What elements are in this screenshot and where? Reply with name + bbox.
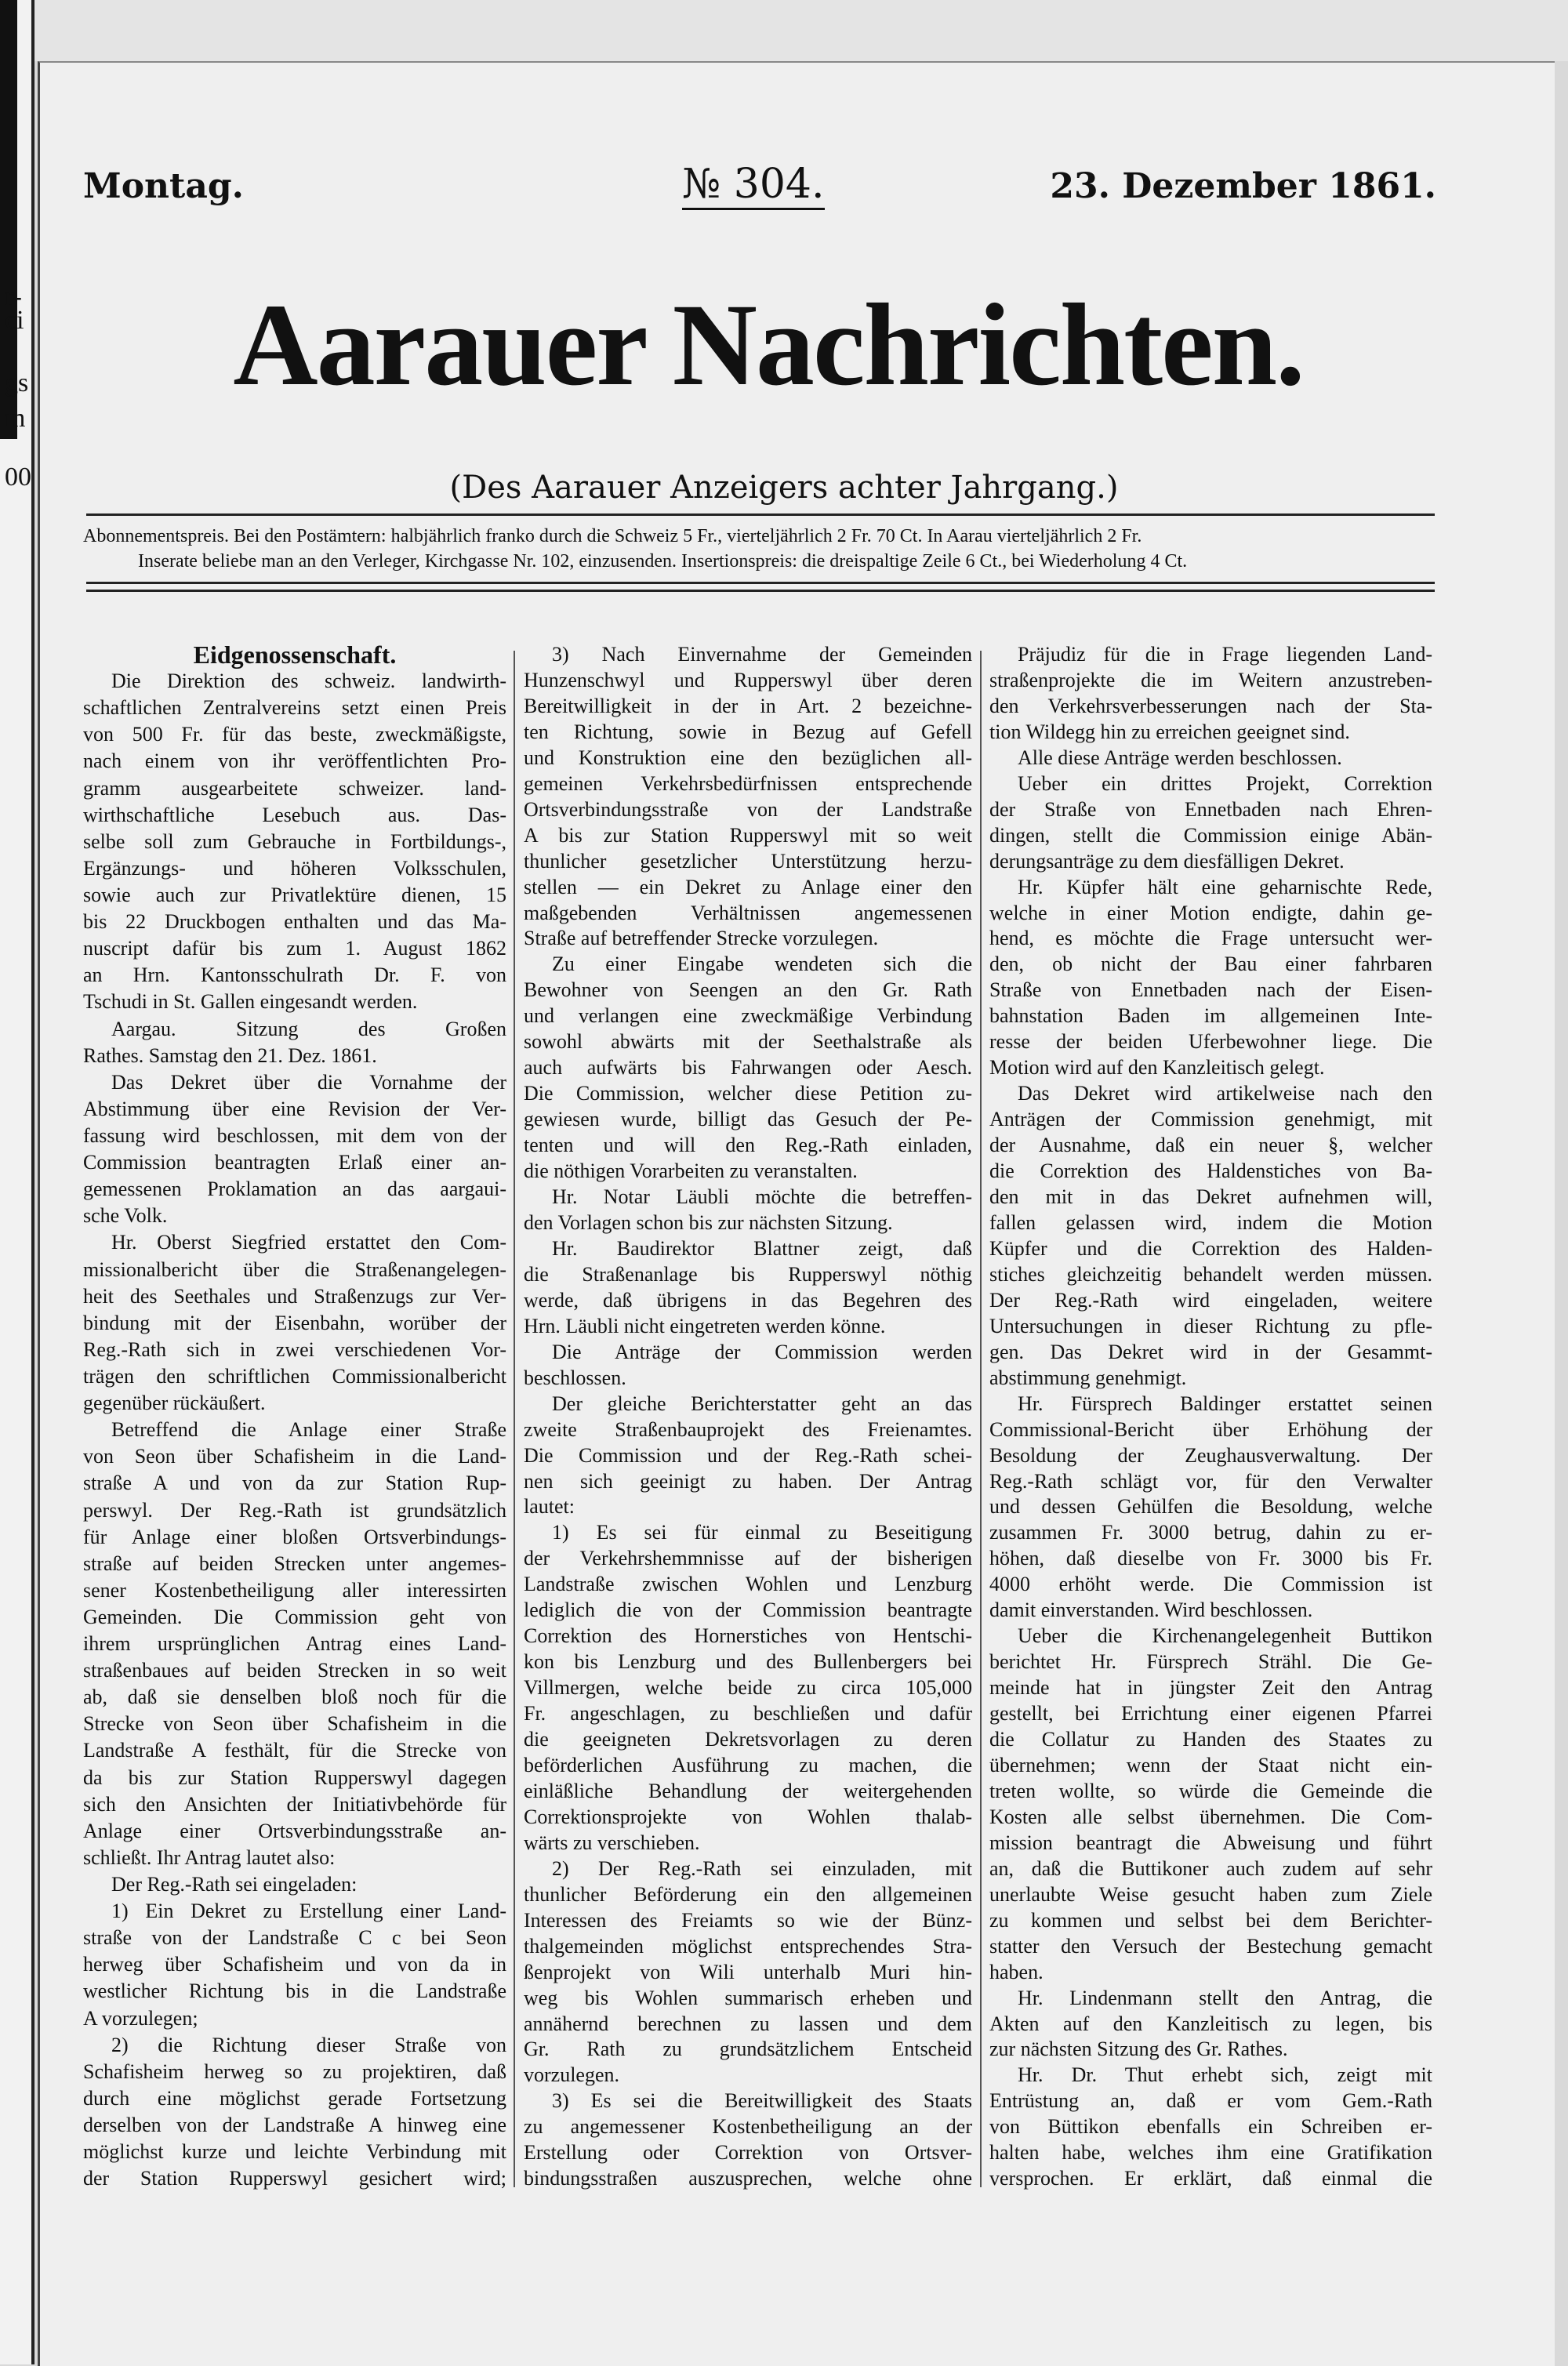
text-line: gewiesen wurde, billigt das Gesuch der Pe-	[524, 1108, 972, 1131]
text-line: den mit in das Dekret aufnehmen will,	[989, 1185, 1432, 1209]
text-line: treten wollte, so würde die Gemeinde die	[989, 1779, 1432, 1802]
text-line: Bewohner von Seengen an den Gr. Rath	[524, 978, 972, 1002]
text-line: gemessenen Proklamation an das aargaui-	[83, 1178, 506, 1201]
text-line: ten Richtung, sowie in Bezug auf Gefell	[524, 720, 972, 743]
text-line: zu angemessener Kostenbetheiligung an der	[524, 2115, 972, 2139]
text-line: 2) Der Reg.-Rath sei einzuladen, mit	[552, 1856, 972, 1880]
text-line: berichtet Hr. Fürsprech Strähl. Die Ge-	[989, 1650, 1432, 1674]
text-line: zusammen Fr. 3000 betrug, dahin zu er-	[989, 1521, 1432, 1544]
text-line: 1) Ein Dekret zu Erstellung einer Land-	[111, 1900, 506, 1923]
text-line: A vorzulegen;	[83, 2006, 198, 2030]
text-line: Hrn. Läubli nicht eingetreten werden könne.	[524, 1314, 886, 1337]
column-divider	[514, 651, 515, 2187]
text-line: Straße auf betreffender Strecke vorzulegen.	[524, 927, 879, 950]
text-line: Hr. Notar Läubli möchte die betreffen-	[552, 1185, 972, 1209]
text-line: Hr. Baudirektor Blattner zeigt, daß	[552, 1236, 972, 1260]
text-line: trägen den schriftlichen Commissionalbericht	[83, 1364, 506, 1388]
text-line: straßenprojekte die im Weitern anzustreben-	[989, 668, 1432, 691]
text-line: westlicher Richtung bis in die Landstraße	[83, 1980, 506, 2003]
text-line: Correktion des Hornerstiches von Hentschi-	[524, 1624, 972, 1648]
text-line: Präjudiz für die in Frage liegenden Land-	[1018, 643, 1432, 666]
text-line: der Station Rupperswyl gesichert wird;	[83, 2167, 506, 2190]
text-line: Ergänzungs- und höheren Volksschulen,	[83, 856, 506, 880]
text-line: übernehmen; wenn der Staat nicht ein-	[989, 1753, 1432, 1776]
text-line: die geeigneten Dekretsvorlagen zu deren	[524, 1728, 972, 1751]
text-line: maßgebenden Verhältnissen angemessenen	[524, 901, 972, 924]
text-line: Der gleiche Berichterstatter geht an das	[552, 1392, 972, 1415]
text-line: thalgemeinden möglichst entsprechendes Stra-	[524, 1934, 972, 1958]
text-line: Ueber die Kirchenangelegenheit Buttikon	[1018, 1624, 1432, 1648]
text-line: welche in einer Motion endigte, dahin ge-	[989, 901, 1432, 924]
text-line: Zu einer Eingabe wendeten sich die	[552, 953, 972, 976]
text-line: zur nächsten Sitzung des Gr. Rathes.	[989, 2038, 1288, 2061]
text-line: ßenprojekt von Wili unterhalb Muri hin-	[524, 1960, 972, 1983]
text-line: einläßliche Behandlung der weitergehenden	[524, 1779, 972, 1802]
text-line: thunlicher gesetzlicher Unterstützung herzu-	[524, 849, 972, 873]
text-line: Hr. Oberst Siegfried erstattet den Com-	[111, 1231, 506, 1254]
text-line: mission beantragt die Abweisung und führt	[989, 1831, 1432, 1854]
text-line: beschlossen.	[524, 1366, 626, 1389]
text-line: Hr. Küpfer hält eine geharnischte Rede,	[1018, 875, 1432, 898]
subscription-info	[83, 524, 1436, 574]
text-line: haben.	[989, 1960, 1044, 1983]
text-line: ab, daß sie denselben bloß noch für die	[83, 1686, 506, 1709]
text-line: statter den Versuch der Bestechung gemacht	[989, 1934, 1432, 1958]
text-line: Entrüstung an, daß er vom Gem.-Rath	[989, 2089, 1432, 2113]
text-line: Küpfer und die Correktion des Halden-	[989, 1236, 1432, 1260]
text-line: Untersuchungen in dieser Richtung zu pfle-	[989, 1314, 1432, 1337]
text-line: missionalbericht über die Straßenangelegen-	[83, 1257, 506, 1281]
text-line: Strecke von Seon über Schafisheim in die	[83, 1712, 506, 1736]
text-line: stellen — ein Dekret zu Anlage einer den	[524, 875, 972, 898]
margin-fragment: 00	[5, 463, 31, 492]
text-line: lautet:	[524, 1495, 575, 1519]
text-line: Gemeinden. Die Commission geht von	[83, 1605, 506, 1628]
text-line: sowohl abwärts mit der Seethalstraße als	[524, 1030, 972, 1054]
text-line: gegenüber rückäußert.	[83, 1392, 266, 1415]
text-line: kon bis Lenzburg und des Bullenbergers bei	[524, 1650, 972, 1674]
subscription-price: Abonnementspreis. Bei den Postämtern: halbjährlich franko durch die Schweiz 5 Fr., vierteljährlich 2 Fr. 70 Ct. In Aarau vierteljährlich 2 Fr.	[83, 526, 1142, 546]
text-line: Commissional-Bericht über Erhöhung der	[989, 1417, 1432, 1441]
masthead-title: Aarauer Nachrichten.	[233, 280, 1304, 410]
text-line: vorzulegen.	[524, 2063, 620, 2087]
text-line: Commission beantragten Erlaß einer an-	[83, 1151, 506, 1174]
text-line: hend, es möchte die Frage untersucht wer-	[989, 927, 1432, 950]
text-line: Hr. Lindenmann stellt den Antrag, die	[1018, 1986, 1432, 2009]
text-line: 3) Nach Einvernahme der Gemeinden	[552, 643, 972, 666]
text-line: Abstimmung über eine Revision der Ver-	[83, 1097, 506, 1120]
text-line: Ortsverbindungsstraße von der Landstraße	[524, 797, 972, 821]
text-line: selbe soll zum Gebrauche in Fortbildungs-,	[83, 829, 506, 853]
text-line: dingen, stellt die Commission einige Abän-	[989, 823, 1432, 847]
text-line: Die Commission und der Reg.-Rath schei-	[524, 1443, 972, 1467]
text-line: Reg.-Rath sich in zwei verschiedenen Vor-	[83, 1337, 506, 1361]
text-line: den Vorlagen schon bis zur nächsten Sitzung.	[524, 1210, 893, 1234]
text-line: Anträgen der Commission genehmigt, mit	[989, 1108, 1432, 1131]
text-line: Besoldung der Zeughausverwaltung. Der	[989, 1443, 1432, 1467]
text-line: gen. Das Dekret wird in der Gesammt-	[989, 1340, 1432, 1363]
text-line: wirthschaftliche Lesebuch aus. Das-	[83, 803, 506, 826]
text-line: von Büttikon ebenfalls ein Schreiben er-	[989, 2115, 1432, 2139]
text-line: straße auf beiden Strecken unter angemes-	[83, 1551, 506, 1575]
text-line: sich den Ansichten der Initiativbehörde für	[83, 1792, 506, 1816]
text-line: Betreffend die Anlage einer Straße	[111, 1418, 506, 1442]
issue-date: 23. Dezember 1861.	[1050, 166, 1436, 206]
article-column-1	[83, 640, 506, 2191]
column-divider	[980, 651, 982, 2187]
text-line: auch aufwärts bis Fahrwangen oder Aesch.	[524, 1056, 972, 1080]
text-line: damit einverstanden. Wird beschlossen.	[989, 1599, 1313, 1622]
text-line: Reg.-Rath schlägt vor, für den Verwalter	[989, 1469, 1432, 1493]
rule-top	[86, 513, 1435, 516]
text-line: die Correktion des Haldenstiches von Ba-	[989, 1159, 1432, 1183]
article-column-3	[989, 643, 1432, 2191]
text-line: Kosten alle selbst übernehmen. Die Com-	[989, 1805, 1432, 1828]
issue-number: № 304.	[682, 161, 825, 210]
text-line: nach einem von ihr veröffentlichten Pro-	[83, 749, 506, 773]
text-line: Rathes. Samstag den 21. Dez. 1861.	[83, 1043, 377, 1067]
article-column-2	[524, 643, 972, 2191]
text-line: nen sich geeinigt zu haben. Der Antrag	[524, 1469, 972, 1493]
text-line: die Straßenanlage bis Rupperswyl nöthig	[524, 1262, 972, 1286]
text-line: den Verkehrsverbesserungen nach der Sta-	[989, 694, 1432, 717]
text-line: Landstraße zwischen Wohlen und Lenzburg	[524, 1573, 972, 1596]
margin-fragment: r-	[5, 282, 22, 311]
text-line: bis 22 Druckbogen enthalten und das Ma-	[83, 910, 506, 934]
text-line: für Anlage einer bloßen Ortsverbindungs-	[83, 1525, 506, 1548]
text-line: von 500 Fr. für das beste, zweckmäßigste,	[83, 723, 506, 746]
text-line: der Verkehrshemmnisse auf der bisherigen	[524, 1547, 972, 1570]
text-line: perswyl. Der Reg.-Rath ist grundsätzlich	[83, 1498, 506, 1522]
text-line: versprochen. Er erklärt, daß einmal die	[989, 2167, 1432, 2190]
text-line: 4000 erhöht werde. Die Commission ist	[989, 1573, 1432, 1596]
text-line: bindungsstraßen auszusprechen, welche ohne	[524, 2167, 972, 2190]
text-line: meinde hat in jüngster Zeit den Antrag	[989, 1676, 1432, 1700]
text-line: ihrem ursprünglichen Antrag eines Land-	[83, 1632, 506, 1656]
text-line: Anlage einer Ortsverbindungsstraße an-	[83, 1819, 506, 1842]
text-line: Interessen des Freiamts so wie der Bünz-	[524, 1908, 972, 1932]
text-line: den, ob nicht der Bau einer fahrbaren	[989, 953, 1432, 976]
text-line: und Konstruktion eine den bezüglichen all-	[524, 746, 972, 769]
text-line: straße von der Landstraße C c bei Seon	[83, 1926, 506, 1950]
text-line: derungsanträge zu dem diesfälligen Dekret.	[989, 849, 1345, 873]
section-heading: Eidgenossenschaft.	[193, 640, 397, 669]
text-line: zweite Straßenbauprojekt des Freienamtes.	[524, 1417, 972, 1441]
text-line: und verlangen eine zweckmäßige Verbindung	[524, 1004, 972, 1028]
text-line: derselben von der Landstraße A hinweg eine	[83, 2114, 506, 2137]
text-line: an, daß die Buttikoner auch zudem auf sehr	[989, 1856, 1432, 1880]
text-line: stiches gleichzeitig behandelt werden müssen.	[989, 1262, 1432, 1286]
text-line: Landstraße A festhält, für die Strecke von	[83, 1739, 506, 1762]
text-line: wärts zu verschieben.	[524, 1831, 700, 1854]
text-line: Straße von Ennetbaden nach der Eisen-	[989, 978, 1432, 1002]
text-line: 2) die Richtung dieser Straße von	[111, 2033, 506, 2056]
text-line: thunlicher Beförderung ein den allgemeinen	[524, 1882, 972, 1906]
margin-fragment: gs	[5, 368, 29, 397]
text-line: sche Volk.	[83, 1204, 168, 1228]
text-line: gramm ausgearbeitete schweizer. land-	[83, 776, 506, 800]
text-line: von Seon über Schafisheim in die Land-	[83, 1445, 506, 1468]
text-line: Das Dekret über die Vornahme der	[111, 1070, 506, 1094]
text-line: Gr. Rath zu grundsätzlichem Entscheid	[524, 2038, 972, 2061]
scan-background-top	[34, 0, 1568, 61]
text-line: schaftlichen Zentralvereins setzt einen Preis	[83, 696, 506, 720]
text-line: abstimmung genehmigt.	[989, 1366, 1187, 1389]
text-line: fallen gelassen wird, indem die Motion	[989, 1210, 1432, 1234]
text-line: Alle diese Anträge werden beschlossen.	[1018, 746, 1342, 769]
insertion-price: Inserate beliebe man an den Verleger, Kirchgasse Nr. 102, einzusenden. Insertionspreis: die dreispaltige Zeile 6 Ct., bei Wiederholung 4 Ct.	[138, 551, 1188, 572]
text-line: da bis zur Station Rupperswyl dagegen	[83, 1765, 506, 1789]
text-line: Correktionsprojekte von Wohlen thalab-	[524, 1805, 972, 1828]
text-line: möglichst kurze und leichte Verbindung mit	[83, 2140, 506, 2164]
text-line: gestellt, bei Errichtung einer eigenen Pfarrei	[989, 1702, 1432, 1726]
text-line: Akten auf den Kanzleitisch zu legen, bis	[989, 2012, 1432, 2035]
masthead-subtitle: (Des Aarauer Anzeigers achter Jahrgang.)	[449, 470, 1119, 506]
text-line: nuscript dafür bis zum 1. August 1862	[83, 937, 506, 960]
text-line: Der Reg.-Rath wird eingeladen, weitere	[989, 1288, 1432, 1312]
text-line: Hunzenschwyl und Rupperswyl über deren	[524, 668, 972, 691]
text-line: Erstellung oder Correktion von Ortsver-	[524, 2141, 972, 2165]
text-line: 1) Es sei für einmal zu Beseitigung	[552, 1521, 972, 1544]
text-line: Der Reg.-Rath sei eingeladen:	[111, 1873, 358, 1896]
text-line: der Ausnahme, daß ein neuer §, welcher	[989, 1134, 1432, 1157]
text-line: Ueber ein drittes Projekt, Correktion	[1018, 771, 1432, 795]
text-line: an Hrn. Kantonsschulrath Dr. F. von	[83, 963, 506, 987]
text-line: 3) Es sei die Bereitwilligkeit des Staats	[552, 2089, 972, 2113]
text-line: unerlaubte Weise gesucht haben zum Ziele	[989, 1882, 1432, 1906]
text-line: höhen, daß dieselbe von Fr. 3000 bis Fr.	[989, 1547, 1432, 1570]
weekday: Montag.	[83, 166, 244, 206]
text-line: Aargau. Sitzung des Großen	[111, 1017, 506, 1040]
text-line: straße A und von da zur Station Rup-	[83, 1471, 506, 1495]
text-line: fassung wird beschlossen, mit dem von der	[83, 1123, 506, 1147]
text-line: Tschudi in St. Gallen eingesandt werden.	[83, 990, 418, 1014]
double-rule-upper	[86, 582, 1435, 584]
text-line: Bereitwilligkeit in der in Art. 2 bezeichne-	[524, 694, 972, 717]
text-line: gemeinen Verkehrsbedürfnissen entsprechende	[524, 771, 972, 795]
text-line: annähernd berechnen zu lassen und dem	[524, 2012, 972, 2035]
text-line: Villmergen, welche beide zu circa 105,000	[524, 1676, 972, 1700]
text-line: A bis zur Station Rupperswyl mit so weit	[524, 823, 972, 847]
text-line: tenten und will den Reg.-Rath einladen,	[524, 1134, 972, 1157]
text-line: Fr. angeschlagen, zu beschließen und dafür	[524, 1702, 972, 1726]
text-line: tion Wildegg hin zu erreichen geeignet sind.	[989, 720, 1350, 743]
text-line: Schafisheim herweg so zu projektiren, daß	[83, 2059, 506, 2083]
text-line: sowie auch zur Privatlektüre dienen, 15	[83, 883, 506, 906]
margin-fragment: m	[5, 404, 26, 433]
text-line: herweg über Schafisheim und von da in	[83, 1953, 506, 1976]
text-line: sener Kostenbetheiligung aller interessirten	[83, 1578, 506, 1602]
text-line: bindung mit der Eisenbahn, worüber der	[83, 1311, 506, 1334]
text-line: weg bis Wohlen summarisch erheben und	[524, 1986, 972, 2009]
text-line: schließt. Ihr Antrag lautet also:	[83, 1845, 336, 1869]
text-line: Die Direktion des schweiz. landwirth-	[111, 670, 506, 693]
text-line: die Collatur zu Handen des Staates zu	[989, 1728, 1432, 1751]
text-line: straßenbaues auf beiden Strecken in so weit	[83, 1659, 506, 1682]
text-line: resse der beiden Uferbewohner liege. Die	[989, 1030, 1432, 1054]
text-line: heit des Seethales und Straßenzugs zur Ver-	[83, 1284, 506, 1308]
text-line: der Straße von Ennetbaden nach Ehren-	[989, 797, 1432, 821]
text-line: die nöthigen Vorarbeiten zu veranstalten.	[524, 1159, 858, 1183]
text-line: Die Anträge der Commission werden	[552, 1340, 972, 1363]
text-line: Motion wird auf den Kanzleitisch gelegt.	[989, 1056, 1325, 1080]
text-line: lediglich die von der Commission beantragte	[524, 1599, 972, 1622]
text-line: werde, daß übrigens in das Begehren des	[524, 1288, 972, 1312]
text-line: Das Dekret wird artikelweise nach den	[1018, 1082, 1432, 1105]
text-line: Hr. Fürsprech Baldinger erstattet seinen	[1018, 1392, 1432, 1415]
text-line: bahnstation Baden im allgemeinen Inte-	[989, 1004, 1432, 1028]
double-rule-lower	[86, 590, 1435, 592]
text-line: durch eine möglichst gerade Fortsetzung	[83, 2086, 506, 2110]
text-line: beförderlichen Ausführung zu machen, die	[524, 1753, 972, 1776]
text-line: halten habe, welches ihm eine Gratifikation	[989, 2141, 1432, 2165]
text-line: und dessen Gehülfen die Besoldung, welche	[989, 1495, 1432, 1519]
text-line: zu kommen und selbst bei dem Berichter-	[989, 1908, 1432, 1932]
text-line: Die Commission, welcher diese Petition zu-	[524, 1082, 972, 1105]
text-line: Hr. Dr. Thut erhebt sich, zeigt mit	[1018, 2063, 1432, 2087]
margin-fragment: ei	[5, 306, 24, 335]
